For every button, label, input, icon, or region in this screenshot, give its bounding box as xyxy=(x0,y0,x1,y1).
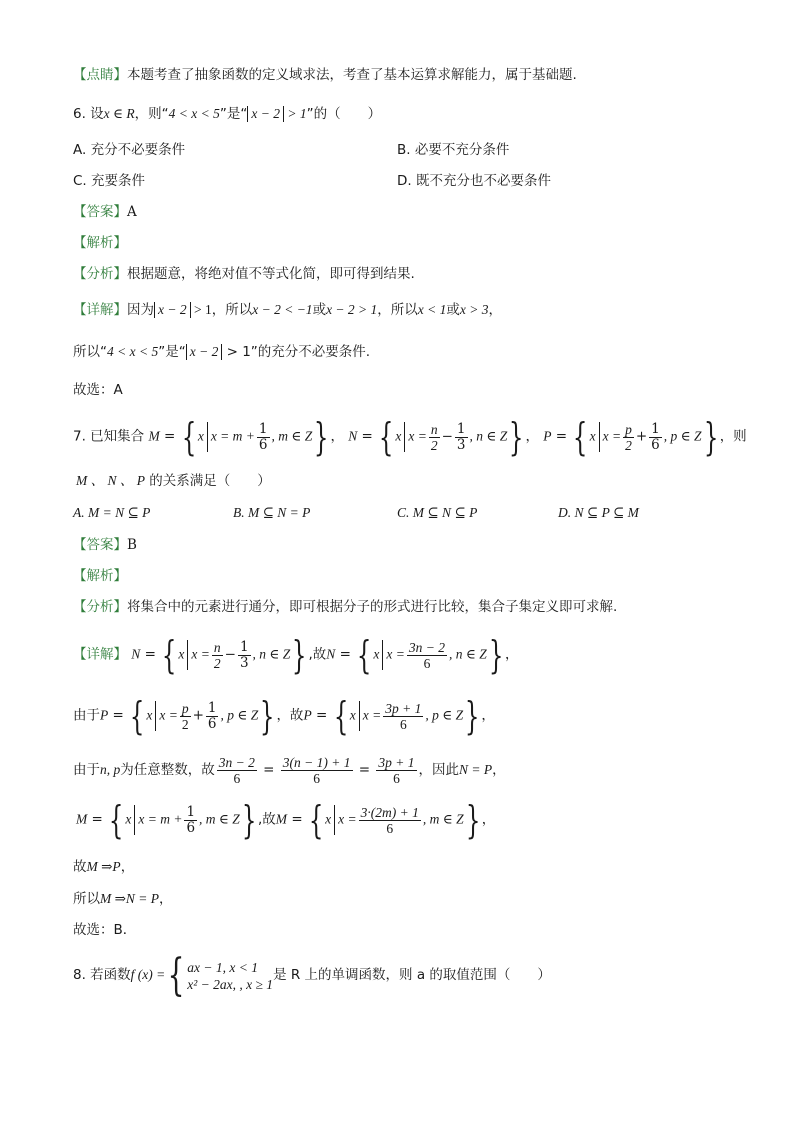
frac-den: 3 xyxy=(239,654,249,671)
in-p: , p ∈ Z xyxy=(425,707,464,723)
text: > 1”的充分不必要条件. xyxy=(222,344,371,360)
eq: = xyxy=(258,762,279,778)
frac-num: p xyxy=(181,700,189,716)
frac xyxy=(383,701,423,732)
frac xyxy=(184,805,197,836)
answer-tag: 【答案】 xyxy=(73,537,127,553)
m-expr: x = m + xyxy=(138,811,183,827)
q6-option-a: A. 充分不必要条件 xyxy=(73,142,186,158)
text: ， xyxy=(481,707,495,724)
text: ， xyxy=(488,302,502,318)
relation: M 、 N 、 P xyxy=(76,473,145,488)
frac xyxy=(455,422,468,453)
eq: = xyxy=(287,811,307,828)
text: ， xyxy=(504,646,519,663)
q7-option-d: D. N ⊆ P ⊆ M xyxy=(558,505,639,520)
q6-option-c: C. 充要条件 xyxy=(73,173,146,189)
frac xyxy=(407,640,447,671)
brace-left-icon: { xyxy=(129,694,145,738)
math: x − 2 < −1 xyxy=(252,302,313,317)
text: ， xyxy=(159,891,173,907)
var-x: x xyxy=(373,646,380,662)
in-n: , n ∈ Z xyxy=(469,428,508,444)
relation-tail: 的关系满足（ ） xyxy=(145,473,271,489)
frac xyxy=(623,422,634,453)
a7-line-p xyxy=(73,694,495,738)
answer-value: A xyxy=(127,204,137,220)
abs-expr: x − 2 xyxy=(154,302,191,318)
frac-num: 3n − 2 xyxy=(408,639,446,655)
a6-conclusion xyxy=(73,343,370,361)
m-expr: x = m + xyxy=(210,428,255,444)
a6-fenxi xyxy=(73,265,415,283)
brace-left-icon: { xyxy=(333,694,348,738)
frac-den: 6 xyxy=(399,716,407,732)
q8-fx: f (x) = xyxy=(130,967,166,982)
text: ，因此 xyxy=(418,762,460,778)
a7-xiangjie-n xyxy=(73,633,519,677)
text: ， xyxy=(492,762,506,778)
q6-condition-1: 4 < x < 5 xyxy=(168,106,220,121)
frac-num: 3·(2m) + 1 xyxy=(360,804,419,820)
bar xyxy=(187,640,188,670)
text: 所以“ xyxy=(73,344,107,360)
q6-abs-expr: x − 2 xyxy=(247,106,284,122)
answer-value: B xyxy=(127,537,137,553)
minus: − xyxy=(224,646,236,663)
q6-set-r: x ∈ R xyxy=(103,106,135,121)
var-x: x xyxy=(178,646,185,662)
brace-left-icon: { xyxy=(573,415,588,459)
question-6 xyxy=(73,105,381,123)
frac-den: 6 xyxy=(423,655,431,671)
n-eq-p: N = P xyxy=(459,762,493,777)
text: ， xyxy=(120,859,135,875)
var-x: x xyxy=(146,707,153,723)
eq: = xyxy=(335,646,356,663)
p-expr: x = xyxy=(602,428,622,444)
text: ，故 xyxy=(276,707,304,724)
frac-num: 3p + 1 xyxy=(385,700,422,716)
p-expr: x = xyxy=(362,707,382,723)
q8-case-2: x² − 2ax, , x ≥ 1 xyxy=(187,976,274,992)
in-m: , m ∈ Z xyxy=(271,428,313,444)
frac-num: 1 xyxy=(186,803,196,820)
frac xyxy=(281,755,353,786)
var-x: x xyxy=(325,811,332,827)
note-text: 本题考查了抽象函数的定义域求法，考查了基本运算求解能力，属于基础题. xyxy=(127,67,577,83)
plus: + xyxy=(635,428,648,445)
a6-jiexi: 【解析】 xyxy=(73,235,127,251)
q8-number: 8. 若函数 xyxy=(73,967,131,983)
brace-right-icon: } xyxy=(465,798,480,842)
a7-suoyi xyxy=(73,890,173,908)
frac xyxy=(238,640,251,671)
frac xyxy=(180,701,191,732)
brace-right-icon: } xyxy=(464,694,480,738)
plus: + xyxy=(192,707,204,724)
brace-left-icon: { xyxy=(108,798,124,842)
a7-line-np xyxy=(73,753,506,787)
note-tag: 【点睛】 xyxy=(73,67,127,83)
text: 由于 xyxy=(73,707,100,724)
frac-num: 1 xyxy=(258,420,268,437)
text: ,故 xyxy=(257,811,276,828)
sep: ， xyxy=(330,428,344,445)
bar xyxy=(382,640,383,670)
eq: = xyxy=(108,707,129,724)
text: 由于 xyxy=(73,762,100,778)
n-expr: x = xyxy=(408,428,427,444)
eq: = xyxy=(140,646,161,663)
a7-guxuan: 故选：B． xyxy=(73,922,137,938)
frac-num: 3n − 2 xyxy=(218,755,255,770)
text: ，所以 xyxy=(377,302,418,318)
math: x − 2 > 1 xyxy=(326,302,378,317)
text: 或 xyxy=(446,302,460,318)
brace-right-icon: } xyxy=(703,415,718,459)
x-expr: x = xyxy=(338,811,357,827)
frac-den: 6 xyxy=(386,820,394,836)
q8-case-1: ax − 1, x < 1 xyxy=(187,959,258,975)
bar xyxy=(334,805,335,835)
bar xyxy=(134,805,135,835)
text: 因为 xyxy=(127,302,154,318)
brace-left-icon: { xyxy=(162,633,177,677)
eq: = xyxy=(354,762,375,778)
in-m: , m ∈ Z xyxy=(199,811,240,827)
frac-num: n xyxy=(213,639,221,655)
q7-option-a: A. M = N ⊆ P xyxy=(73,505,151,520)
p-expr: x = xyxy=(159,707,178,723)
a7-line-m xyxy=(76,798,496,842)
var-x: x xyxy=(589,428,596,444)
text: 为任意整数，故 xyxy=(120,762,215,778)
frac-den: 6 xyxy=(207,715,217,732)
q6-gt: > 1 xyxy=(283,106,307,121)
brace-right-icon: } xyxy=(241,798,257,842)
in-n: , n ∈ Z xyxy=(252,646,291,662)
in-p: , p ∈ Z xyxy=(220,707,259,723)
text: ，则 xyxy=(719,428,747,445)
fenxi-text: 根据题意，将绝对值不等式化简，即可得到结果. xyxy=(127,266,415,282)
set-m: M xyxy=(275,811,288,827)
text: ,故 xyxy=(308,646,327,663)
q6-option-d: D. 既不充分也不必要条件 xyxy=(397,173,551,189)
eq: = xyxy=(87,811,108,828)
text: 故 xyxy=(73,859,87,875)
frac-den: 6 xyxy=(651,436,660,453)
a7-m-imp-p xyxy=(73,858,134,876)
q8-cases xyxy=(187,959,273,993)
set-n: N xyxy=(131,646,141,662)
var-x: x xyxy=(349,707,356,723)
math: M ⇒N = P xyxy=(100,891,160,906)
fenxi-tag: 【分析】 xyxy=(73,266,127,282)
brace-right-icon: } xyxy=(509,415,524,459)
bar xyxy=(599,422,600,452)
brace-left-icon: { xyxy=(379,415,394,459)
in-n: , n ∈ Z xyxy=(449,646,487,662)
frac xyxy=(206,701,219,732)
set-m: M xyxy=(76,811,88,827)
frac-den: 6 xyxy=(233,771,241,786)
math: 4 < x < 5 xyxy=(107,344,159,359)
q8-tail: 是 R 上的单调函数，则 a 的取值范围（ ） xyxy=(273,967,551,983)
a6-guxuan: 故选：A xyxy=(73,382,123,398)
frac-den: 6 xyxy=(313,771,321,786)
bar xyxy=(207,422,208,452)
brace-right-icon: } xyxy=(292,633,307,677)
set-p: P xyxy=(543,428,552,444)
bar xyxy=(155,701,156,731)
q7-relation xyxy=(76,472,271,490)
frac xyxy=(217,755,257,786)
eq: = xyxy=(311,707,332,724)
text: ”是“ xyxy=(158,344,186,360)
brace-left-icon: { xyxy=(357,633,372,677)
a7-answer xyxy=(73,536,137,554)
frac xyxy=(257,422,270,453)
frac-den: 2 xyxy=(213,655,221,671)
frac-den: 2 xyxy=(430,437,438,453)
note-line xyxy=(73,66,577,84)
frac-den: 2 xyxy=(625,437,632,453)
a6-xiangjie xyxy=(73,301,502,319)
a7-fenxi xyxy=(73,598,617,616)
in-m: , m ∈ Z xyxy=(422,811,464,827)
brace-right-icon: } xyxy=(260,694,275,738)
brace-right-icon: } xyxy=(314,415,329,459)
q6-text: ，则“ xyxy=(134,106,169,122)
q7-number: 7. 已知集合 xyxy=(73,428,145,445)
frac xyxy=(212,640,223,671)
brace-left-icon: { xyxy=(181,415,196,459)
in-p: , p ∈ Z xyxy=(663,428,702,444)
frac-num: 3(n − 1) + 1 xyxy=(282,755,351,770)
eq: = xyxy=(551,428,572,445)
frac-num: 3p + 1 xyxy=(378,755,415,770)
q6-option-b: B. 必要不充分条件 xyxy=(397,142,510,158)
n-expr: x = xyxy=(191,646,210,662)
answer-tag: 【答案】 xyxy=(73,204,127,220)
frac-num: n xyxy=(430,421,438,437)
bar xyxy=(359,701,360,731)
question-7 xyxy=(73,415,747,459)
brace-left-icon: { xyxy=(308,798,324,842)
xiangjie-tag: 【详解】 xyxy=(73,646,127,663)
a7-jiexi: 【解析】 xyxy=(73,568,127,584)
frac-den: 6 xyxy=(186,819,196,836)
frac-num: 1 xyxy=(651,420,660,437)
abs-expr: x − 2 xyxy=(186,344,223,360)
eq: = xyxy=(357,428,378,445)
q6-end: ”的（ ） xyxy=(306,106,382,122)
vars-np: n, p xyxy=(100,762,121,777)
q6-number: 6. 设 xyxy=(73,106,104,122)
frac xyxy=(376,755,416,786)
set-n: N xyxy=(326,646,336,662)
set-p: P xyxy=(303,707,312,723)
frac-num: 1 xyxy=(239,638,249,655)
text: ， xyxy=(481,811,496,828)
q6-text-2: ”是“ xyxy=(219,106,248,122)
frac-num: 1 xyxy=(207,699,217,716)
brace-left-icon: { xyxy=(167,949,185,1001)
set-n: N xyxy=(348,428,358,444)
math: M ⇒P xyxy=(86,859,121,874)
frac-den: 3 xyxy=(456,436,466,453)
frac xyxy=(649,422,662,453)
fenxi-tag: 【分析】 xyxy=(73,599,127,615)
frac-num: p xyxy=(625,421,632,437)
var-x: x xyxy=(197,428,204,444)
bar xyxy=(404,422,405,452)
frac-den: 2 xyxy=(181,716,189,732)
text: 所以 xyxy=(73,891,100,907)
fenxi-text: 将集合中的元素进行通分，即可根据分子的形式进行比较，集合子集定义即可求解. xyxy=(127,599,618,615)
var-x: x xyxy=(125,811,132,827)
frac xyxy=(359,805,421,836)
xiangjie-tag: 【详解】 xyxy=(73,302,127,318)
a6-answer xyxy=(73,203,137,221)
frac-den: 6 xyxy=(393,771,400,786)
question-8 xyxy=(73,949,551,1001)
eq: = xyxy=(159,428,180,445)
sep: ， xyxy=(525,428,539,445)
set-p: P xyxy=(100,707,109,723)
text: 或 xyxy=(312,302,327,318)
q7-option-c: C. M ⊆ N ⊆ P xyxy=(397,505,478,520)
q7-option-b: B. M ⊆ N = P xyxy=(233,505,311,520)
frac-den: 6 xyxy=(258,436,268,453)
math: x > 3 xyxy=(459,302,489,317)
minus: − xyxy=(441,428,453,445)
var-x: x xyxy=(395,428,402,444)
n-expr: x = xyxy=(386,646,405,662)
brace-right-icon: } xyxy=(488,633,504,677)
set-m: M xyxy=(148,428,160,444)
text: > 1，所以 xyxy=(190,302,253,317)
math: x < 1 xyxy=(417,302,447,317)
frac-num: 1 xyxy=(456,420,466,437)
frac xyxy=(429,422,440,453)
